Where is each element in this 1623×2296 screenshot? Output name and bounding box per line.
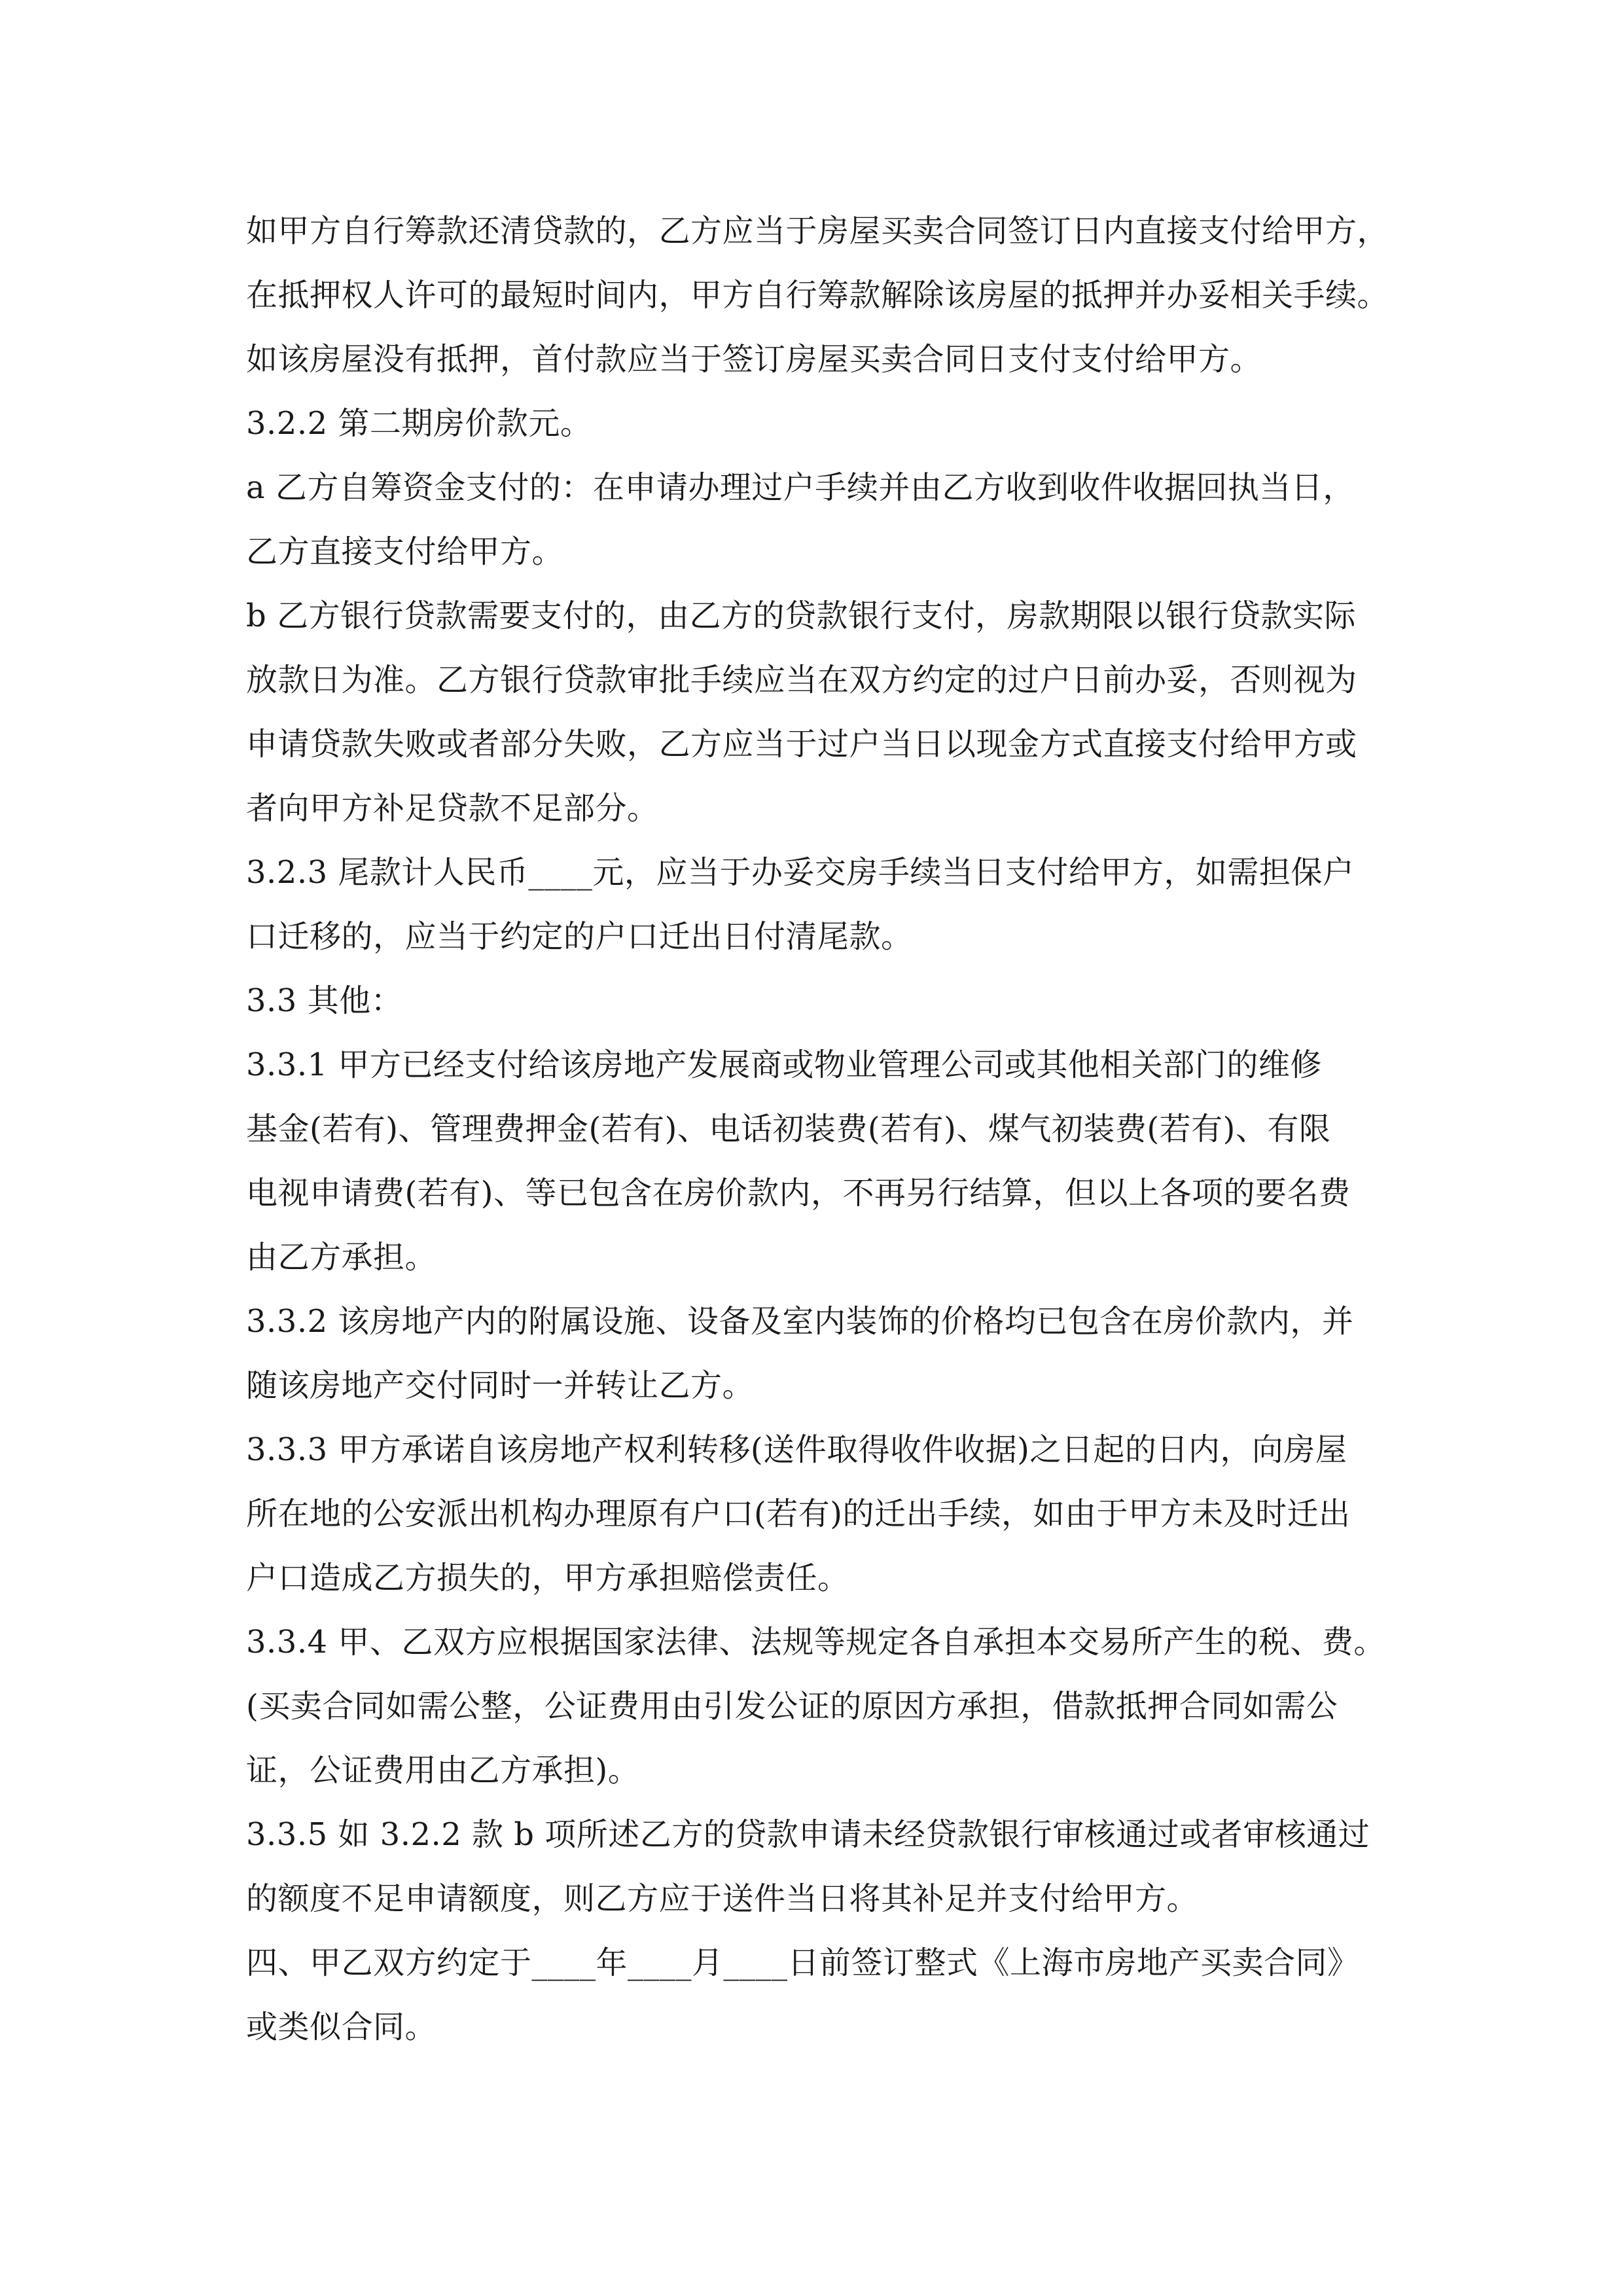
text-line: 四、甲乙双方约定于____年____月____日前签订整式《上海市房地产买卖合同》 bbox=[246, 1945, 1359, 1981]
text-line: 如该房屋没有抵押，首付款应当于签订房屋买卖合同日支付支付给甲方。 bbox=[246, 341, 1262, 378]
text-line: 或类似合同。 bbox=[246, 2009, 437, 2045]
text-line: 乙方直接支付给甲方。 bbox=[246, 533, 564, 570]
text-line: 如甲方自行筹款还清贷款的，乙方应当于房屋买卖合同签订日内直接支付给甲方， bbox=[246, 213, 1389, 249]
text-line: 证，公证费用由乙方承担)。 bbox=[246, 1752, 640, 1789]
text-line: 申请贷款失败或者部分失败，乙方应当于过户当日以现金方式直接支付给甲方或 bbox=[246, 726, 1357, 762]
text-line: 3.3.4 甲、乙双方应根据国家法律、法规等规定各自承担本交易所产生的税、费。 bbox=[246, 1624, 1385, 1660]
text-line: 的额度不足申请额度，则乙方应于送件当日将其补足并支付给甲方。 bbox=[246, 1880, 1199, 1917]
text-line: 3.2.3 尾款计人民币____元，应当于办妥交房手续当日支付给甲方，如需担保户 bbox=[246, 854, 1355, 891]
text-line: b 乙方银行贷款需要支付的，由乙方的贷款银行支付，房款期限以银行贷款实际 bbox=[246, 598, 1356, 634]
text-line: 3.3.1 甲方已经支付给该房地产发展商或物业管理公司或其他相关部门的维修 bbox=[246, 1047, 1322, 1083]
text-line: 随该房地产交付同时一并转让乙方。 bbox=[246, 1367, 755, 1404]
text-line: 电视申请费(若有)、等已包含在房价款内，不再另行结算，但以上各项的要名费 bbox=[246, 1175, 1351, 1211]
text-line: 放款日为准。乙方银行贷款审批手续应当在双方约定的过户日前办妥，否则视为 bbox=[246, 662, 1357, 698]
text-line: 3.3 其他： bbox=[246, 982, 403, 1019]
text-line: 户口造成乙方损失的，甲方承担赔偿责任。 bbox=[246, 1560, 849, 1596]
text-line: a 乙方自筹资金支付的：在申请办理过户手续并由乙方收到收件收据回执当日， bbox=[246, 469, 1355, 506]
text-line: 口迁移的，应当于约定的户口迁出日付清尾款。 bbox=[246, 918, 913, 955]
text-line: 者向甲方补足贷款不足部分。 bbox=[246, 790, 659, 827]
text-line: 基金(若有)、管理费押金(若有)、电话初装费(若有)、煤气初装费(若有)、有限 bbox=[246, 1111, 1331, 1147]
text-line: 所在地的公安派出机构办理原有户口(若有)的迁出手续，如由于甲方未及时迁出 bbox=[246, 1496, 1351, 1532]
text-line: 由乙方承担。 bbox=[246, 1239, 437, 1276]
text-line: 3.2.2 第二期房价款元。 bbox=[246, 405, 592, 442]
text-line: 3.3.3 甲方承诺自该房地产权利转移(送件取得收件收据)之日起的日内，向房屋 bbox=[246, 1431, 1347, 1468]
text-line: (买卖合同如需公整，公证费用由引发公证的原因方承担，借款抵押合同如需公 bbox=[246, 1688, 1338, 1725]
text-line: 3.3.2 该房地产内的附属设施、设备及室内装饰的价格均已包含在房价款内，并 bbox=[246, 1303, 1354, 1340]
text-line: 3.3.5 如 3.2.2 款 b 项所述乙方的贷款申请未经贷款银行审核通过或者审核通过 bbox=[246, 1816, 1370, 1853]
document-body bbox=[246, 199, 1411, 2059]
text-line: 在抵押权人许可的最短时间内，甲方自行筹款解除该房屋的抵押并办妥相关手续。 bbox=[246, 277, 1389, 314]
